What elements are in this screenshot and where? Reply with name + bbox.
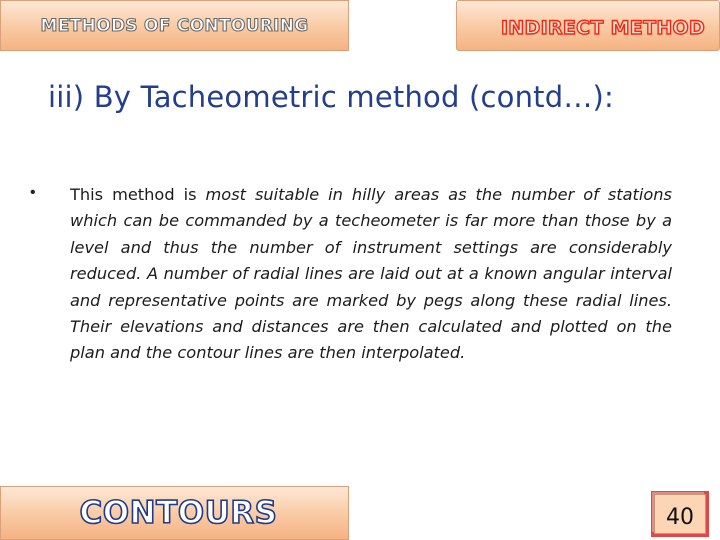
section-label: METHODS OF CONTOURING	[40, 15, 309, 36]
page-number: 40	[654, 494, 706, 534]
bullet-dot-icon: •	[30, 184, 36, 201]
header-right-box	[456, 0, 720, 51]
header-left-box	[0, 0, 349, 51]
footer-label: CONTOURS	[79, 495, 278, 531]
footer-box	[0, 486, 349, 540]
bullet-item	[30, 182, 672, 367]
slide-title: iii) By Tacheometric method (contd…):	[48, 80, 615, 114]
bullet-text-plain: This method is	[70, 185, 206, 204]
method-label: INDIRECT METHOD	[500, 16, 706, 39]
bullet-text-italic: most suitable in hilly areas as the number of stations which can be commanded by a techeometer is far more than those by a level and thus the number of instrument settings are considerably reduced. A number of radial lines are laid out at a known angular interval and representative points are marked by pegs along these radial lines. Their elevations and distances are then calculated and plotted on the plan and the contour lines are then interpolated.	[70, 185, 672, 363]
bullet-text	[70, 182, 672, 367]
